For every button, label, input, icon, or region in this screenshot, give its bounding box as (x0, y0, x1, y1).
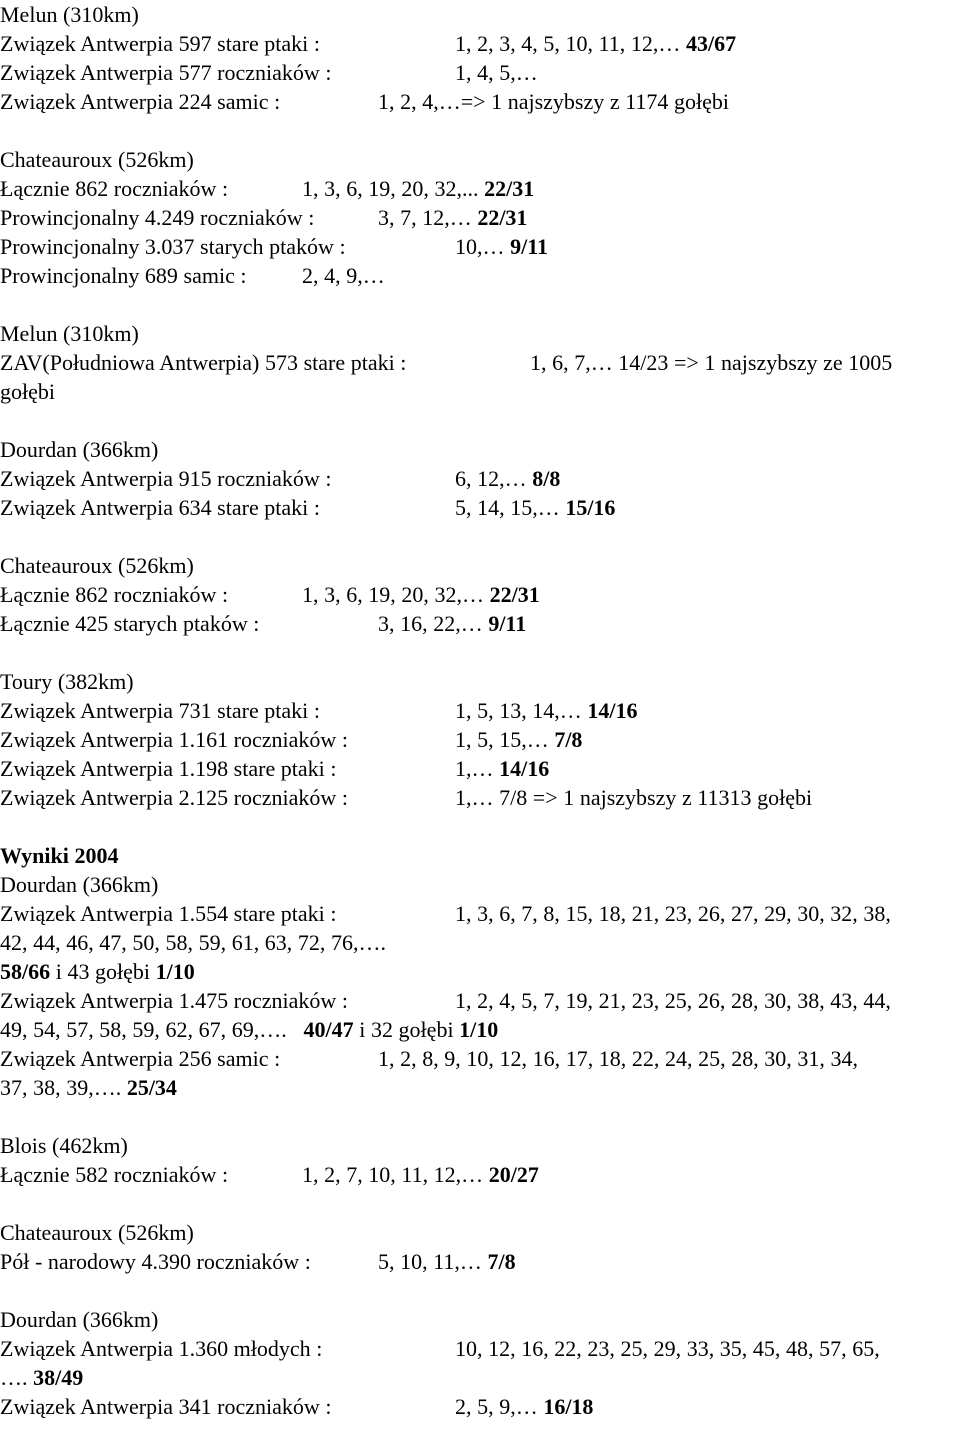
title-text: Dourdan (366km) (0, 872, 159, 897)
row-ratio: 16/18 (543, 1394, 594, 1419)
row-continuation: 37, 38, 39,…. (0, 1075, 122, 1100)
row-ratio: 22/31 (477, 205, 528, 230)
section-title (0, 870, 158, 899)
row-label: Związek Antwerpia 1.554 stare ptaki : (0, 901, 337, 926)
row-ratio: 15/16 (565, 495, 616, 520)
title-text: Chateauroux (526km) (0, 1220, 194, 1245)
row-ratio: 25/34 (126, 1075, 177, 1100)
section-title (0, 0, 139, 29)
row-label: Związek Antwerpia 1.161 roczniaków : (0, 727, 349, 752)
section-title (0, 1131, 128, 1160)
row-note: i 43 gołębi (55, 959, 151, 984)
row-label: Łącznie 862 roczniaków : (0, 176, 229, 201)
row-positions: 1,… 7/8 => 1 najszybszy z 11313 gołębi (455, 785, 813, 810)
row-positions: 3, 16, 22,… 9/11 (378, 611, 527, 636)
result-row-continued (0, 1073, 177, 1102)
row-continuation: 49, 54, 57, 58, 59, 62, 67, 69,…. (0, 1017, 287, 1042)
row-positions: 1, 3, 6, 19, 20, 32,… 22/31 (302, 582, 540, 607)
row-label: Związek Antwerpia 597 stare ptaki : (0, 31, 321, 56)
title-text: Melun (310km) (0, 321, 139, 346)
row-positions: 1, 2, 4, 5, 7, 19, 21, 23, 25, 26, 28, 30, 38, 43, 44, (455, 988, 891, 1013)
row-ratio: 43/67 (686, 31, 737, 56)
section-title (0, 551, 194, 580)
title-text: Dourdan (366km) (0, 1307, 159, 1332)
row-ratio: 58/66 (0, 959, 51, 984)
row-ratio: 1/10 (155, 959, 195, 984)
row-label: Łącznie 425 starych ptaków : (0, 611, 260, 636)
section-title (0, 435, 158, 464)
row-ratio: 14/16 (587, 698, 638, 723)
row-positions: 1, 2, 3, 4, 5, 10, 11, 12,… 43/67 (455, 31, 737, 56)
result-row-continued (0, 957, 195, 986)
heading-text: Wyniki 2004 (0, 843, 119, 868)
row-label: Pół - narodowy 4.390 roczniaków : (0, 1249, 311, 1274)
row-ratio: 38/49 (33, 1365, 84, 1390)
section-title (0, 667, 134, 696)
row-label: Związek Antwerpia 1.475 roczniaków : (0, 988, 349, 1013)
row-positions: 5, 14, 15,… 15/16 (455, 495, 616, 520)
year-heading (0, 841, 118, 870)
row-label: Łącznie 862 roczniaków : (0, 582, 229, 607)
row-ratio: 22/31 (489, 582, 540, 607)
row-positions: 2, 4, 9,… (302, 263, 385, 288)
row-positions: 10, 12, 16, 22, 23, 25, 29, 33, 35, 45, 48, 57, 65, (455, 1336, 880, 1361)
row-ratio: 9/11 (510, 234, 549, 259)
section-title (0, 1218, 194, 1247)
row-positions: 1, 5, 13, 14,… 14/16 (455, 698, 638, 723)
row-label: Związek Antwerpia 1.360 młodych : (0, 1336, 323, 1361)
section-title (0, 1305, 158, 1334)
row-label: ZAV(Południowa Antwerpia) 573 stare ptaki : (0, 350, 407, 375)
row-positions: 10,… 9/11 (455, 234, 549, 259)
title-text: Chateauroux (526km) (0, 553, 194, 578)
row-note: i 32 gołębi (359, 1017, 454, 1042)
row-positions: 1, 4, 5,… (455, 60, 538, 85)
result-row-continued (0, 928, 386, 957)
row-label: Związek Antwerpia 2.125 roczniaków : (0, 785, 349, 810)
row-ratio: 9/11 (488, 611, 527, 636)
row-ratio: 14/16 (499, 756, 550, 781)
row-label: Związek Antwerpia 1.198 stare ptaki : (0, 756, 337, 781)
row-label: Związek Antwerpia 915 roczniaków : (0, 466, 332, 491)
row-positions: 2, 5, 9,… 16/18 (455, 1394, 594, 1419)
result-row-continued (0, 1015, 498, 1044)
row-ratio: 7/8 (554, 727, 583, 752)
title-text: Toury (382km) (0, 669, 134, 694)
section-title (0, 319, 139, 348)
title-text: Dourdan (366km) (0, 437, 159, 462)
row-label: Związek Antwerpia 634 stare ptaki : (0, 495, 321, 520)
row-positions: 1, 5, 15,… 7/8 (455, 727, 583, 752)
row-positions: 1, 6, 7,… 14/23 => 1 najszybszy ze 1005 (530, 350, 893, 375)
row-positions: 5, 10, 11,… 7/8 (378, 1249, 516, 1274)
row-continuation: 42, 44, 46, 47, 50, 58, 59, 61, 63, 72, 76,…. (0, 930, 386, 955)
result-row-continued (0, 1363, 83, 1392)
row-ratio: 8/8 (532, 466, 561, 491)
row-positions: 1, 2, 7, 10, 11, 12,… 20/27 (302, 1162, 539, 1187)
title-text: Blois (462km) (0, 1133, 128, 1158)
row-ratio: 40/47 (303, 1017, 354, 1042)
row-positions: 6, 12,… 8/8 (455, 466, 561, 491)
row-positions: 1,… 14/16 (455, 756, 550, 781)
row-positions: 1, 2, 8, 9, 10, 12, 16, 17, 18, 22, 24, 25, 28, 30, 31, 34, (378, 1046, 858, 1071)
row-ratio: 1/10 (459, 1017, 499, 1042)
row-label: Prowincjonalny 689 samic : (0, 263, 247, 288)
row-label: Łącznie 582 roczniaków : (0, 1162, 229, 1187)
row-label: Związek Antwerpia 731 stare ptaki : (0, 698, 321, 723)
row-label: Związek Antwerpia 341 roczniaków : (0, 1394, 332, 1419)
result-row-continued (0, 377, 55, 406)
row-positions: 3, 7, 12,… 22/31 (378, 205, 528, 230)
section-title (0, 145, 194, 174)
row-label: Związek Antwerpia 577 roczniaków : (0, 60, 332, 85)
row-positions: 1, 3, 6, 19, 20, 32,... 22/31 (302, 176, 535, 201)
row-label: Związek Antwerpia 256 samic : (0, 1046, 281, 1071)
row-continuation: …. (0, 1365, 28, 1390)
row-label: Związek Antwerpia 224 samic : (0, 89, 281, 114)
title-text: Melun (310km) (0, 2, 139, 27)
row-ratio: 22/31 (484, 176, 535, 201)
row-label: Prowincjonalny 4.249 roczniaków : (0, 205, 315, 230)
row-ratio: 7/8 (487, 1249, 516, 1274)
row-positions: 1, 3, 6, 7, 8, 15, 18, 21, 23, 26, 27, 29, 30, 32, 38, (455, 901, 891, 926)
row-label: Prowincjonalny 3.037 starych ptaków : (0, 234, 346, 259)
row-continuation: gołębi (0, 379, 55, 404)
row-positions: 1, 2, 4,…=> 1 najszybszy z 1174 gołębi (378, 89, 729, 114)
row-ratio: 20/27 (488, 1162, 539, 1187)
title-text: Chateauroux (526km) (0, 147, 194, 172)
